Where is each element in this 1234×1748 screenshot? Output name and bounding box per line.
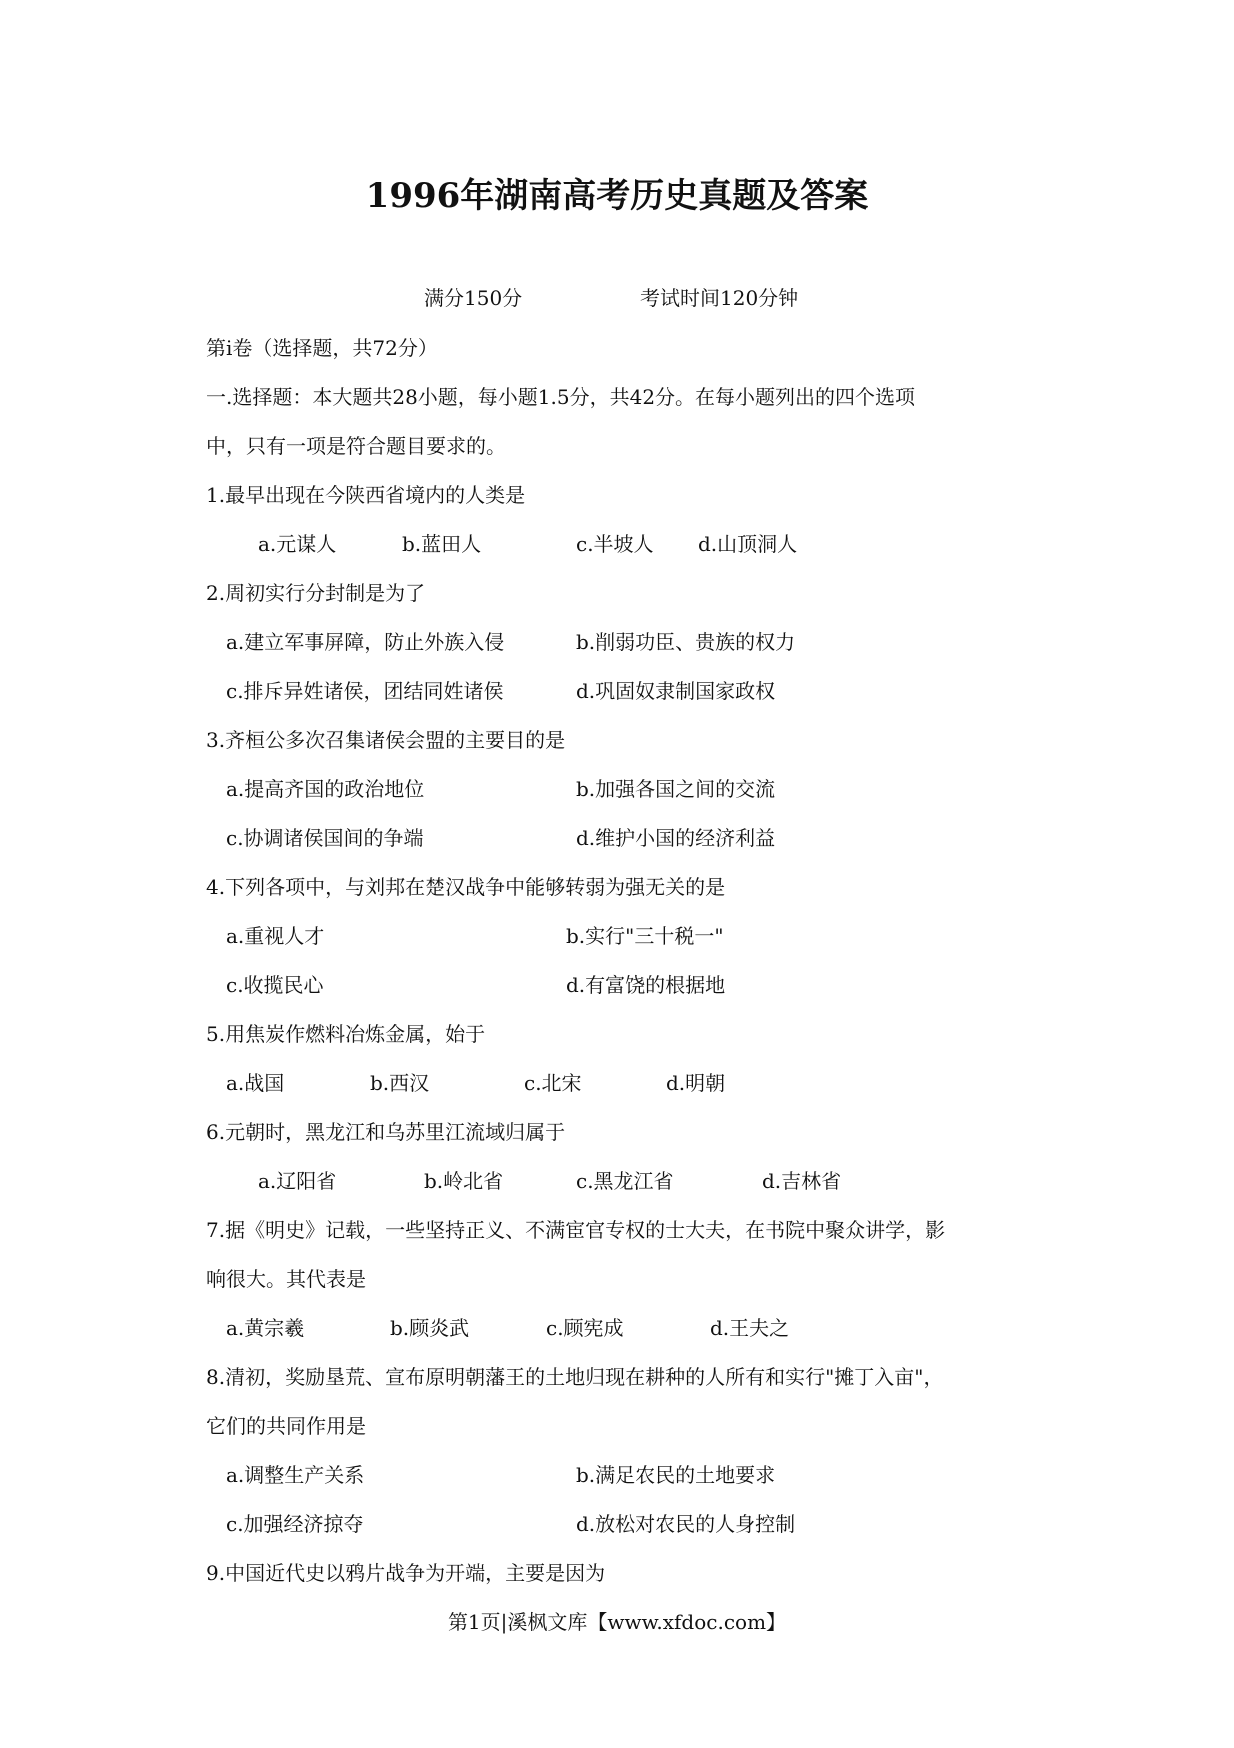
option-b: b.顾炎武 (390, 1316, 470, 1340)
option-a: a.调整生产关系 (226, 1463, 365, 1487)
option-d: d.吉林省 (762, 1169, 842, 1193)
option-a: a.重视人才 (226, 924, 325, 948)
exam-time: 考试时间120分钟 (640, 286, 799, 310)
option-b: b.岭北省 (424, 1169, 504, 1193)
question-stem: 9.中国近代史以鸦片战争为开端，主要是因为 (206, 1561, 606, 1585)
question-stem: 8.清初，奖励垦荒、宣布原明朝藩王的土地归现在耕种的人所有和实行"摊丁入亩"， (206, 1365, 944, 1389)
question-stem: 2.周初实行分封制是为了 (206, 581, 426, 605)
option-c: c.半坡人 (576, 532, 654, 556)
option-c: c.北宋 (524, 1071, 582, 1095)
full-score: 满分150分 (424, 286, 523, 310)
option-d: d.维护小国的经济利益 (576, 826, 776, 850)
option-c: c.顾宪成 (546, 1316, 624, 1340)
option-a: a.建立军事屏障，防止外族入侵 (226, 630, 505, 654)
option-d: d.放松对农民的人身控制 (576, 1512, 796, 1536)
question-stem: 4.下列各项中，与刘邦在楚汉战争中能够转弱为强无关的是 (206, 875, 726, 899)
option-a: a.元谋人 (258, 532, 337, 556)
option-a: a.提高齐国的政治地位 (226, 777, 425, 801)
option-d: d.明朝 (666, 1071, 726, 1095)
question-stem: 1.最早出现在今陕西省境内的人类是 (206, 483, 526, 507)
question-stem: 6.元朝时，黑龙江和乌苏里江流域归属于 (206, 1120, 566, 1144)
option-d: d.巩固奴隶制国家政权 (576, 679, 776, 703)
question-stem: 它们的共同作用是 (206, 1414, 366, 1438)
option-b: b.西汉 (370, 1071, 430, 1095)
option-a: a.黄宗羲 (226, 1316, 305, 1340)
option-b: b.加强各国之间的交流 (576, 777, 776, 801)
option-d: d.山顶洞人 (698, 532, 798, 556)
question-stem: 5.用焦炭作燃料冶炼金属，始于 (206, 1022, 486, 1046)
option-a: a.战国 (226, 1071, 285, 1095)
option-c: c.协调诸侯国间的争端 (226, 826, 424, 850)
option-a: a.辽阳省 (258, 1169, 337, 1193)
page-footer: 第1页|溪枫文库【www.xfdoc.com】 (447, 1610, 787, 1634)
option-c: c.排斥异姓诸侯，团结同姓诸侯 (226, 679, 504, 703)
option-c: c.收揽民心 (226, 973, 324, 997)
section-heading: 第ⅰ卷（选择题，共72分） (206, 336, 438, 360)
option-c: c.黑龙江省 (576, 1169, 674, 1193)
option-b: b.实行"三十税一" (566, 924, 724, 948)
question-stem: 响很大。其代表是 (206, 1267, 366, 1291)
instruction-line: 中，只有一项是符合题目要求的。 (206, 434, 506, 458)
option-b: b.蓝田人 (402, 532, 482, 556)
document-title: 1996年湖南高考历史真题及答案 (365, 176, 869, 216)
option-b: b.削弱功臣、贵族的权力 (576, 630, 796, 654)
option-d: d.王夫之 (710, 1316, 790, 1340)
instruction-line: 一.选择题：本大题共28小题，每小题1.5分，共42分。在每小题列出的四个选项 (206, 385, 916, 409)
option-d: d.有富饶的根据地 (566, 973, 726, 997)
option-c: c.加强经济掠夺 (226, 1512, 364, 1536)
question-stem: 3.齐桓公多次召集诸侯会盟的主要目的是 (206, 728, 566, 752)
question-stem: 7.据《明史》记载，一些坚持正义、不满宦官专权的士大夫，在书院中聚众讲学，影 (206, 1218, 946, 1242)
option-b: b.满足农民的土地要求 (576, 1463, 776, 1487)
